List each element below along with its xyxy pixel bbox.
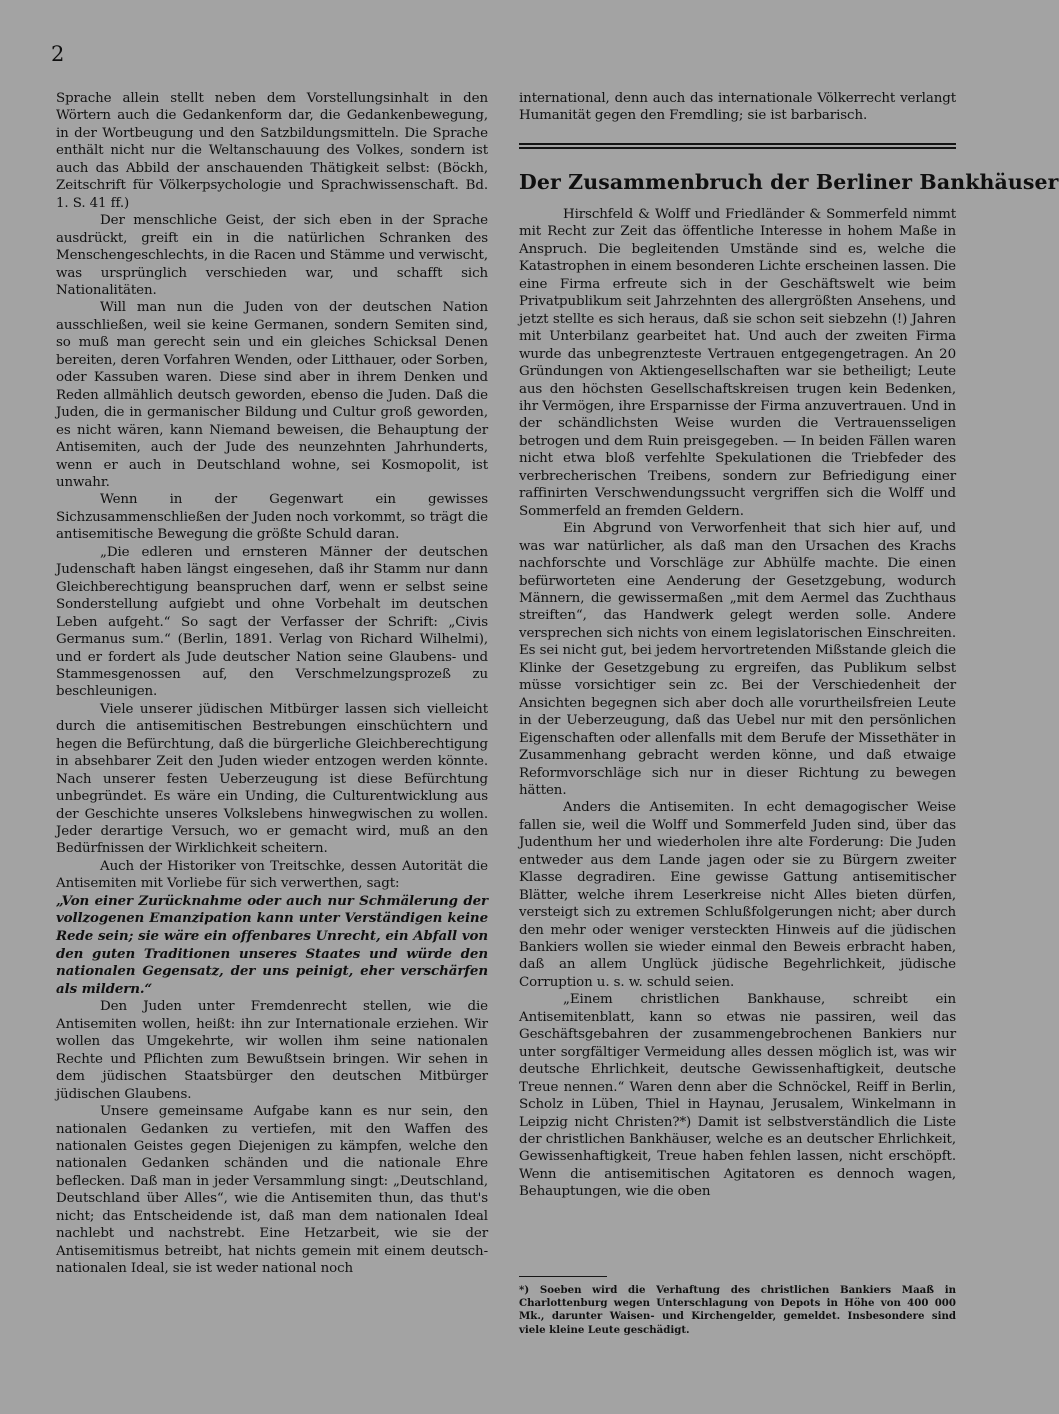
paragraph: „Die edleren und ernsteren Männer der deutschen Judenschaft haben längst eingesehen, daß ihr Stamm nur dann Gleichberechtigung beanspruchen darf, wenn er selbst seine Sonderstellung aufgiebt und ohne Vorbehalt im deutschen Leben aufgeht.“ So sagt der Verfasser der Schrift: „Civis Germanus sum.“ (Berlin, 1891. Verlag von Richard Wilhelmi), und er fordert als Jude deutscher Nation seine Glaubens- und Stammesgenossen auf, den Verschmelzungsprozeß zu beschleunigen. <box>56 544 488 700</box>
paragraph: Unsere gemeinsame Aufgabe kann es nur sein, den nationalen Gedanken zu vertiefen, mit den Waffen des nationalen Geistes gegen Diejenigen zu kämpfen, welche den nationalen Gedanken schänden und die nationale Ehre beflecken. Daß man in jeder Versammlung singt: „Deutschland, Deutschland über Alles“, wie die Antisemiten thun, das thut's nicht; das Entscheidende ist, daß man dem nationalen Ideal nachlebt und nachstrebt. Eine Hetzarbeit, wie sie der Antisemitismus betreibt, hat nichts gemein mit einem deutsch-nationalen Ideal, sie ist weder national noch <box>56 1104 488 1277</box>
paragraph: Auch der Historiker von Treitschke, dessen Autorität die Antisemiten mit Vorliebe für sich verwerthen, sagt: <box>56 858 488 892</box>
section-divider <box>519 143 956 145</box>
paragraph: Wenn in der Gegenwart ein gewisses Sichzusammenschließen der Juden noch vorkommt, so trägt die antisemitische Bewegung die größte Schuld daran. <box>56 492 488 543</box>
paragraph: „Einem christlichen Bankhause, schreibt ein Antisemitenblatt, kann so etwas nie passiren, weil das Geschäftsgebahren der zusammengebrochenen Bankiers nur unter sorgfältiger Vermeidung alles dessen möglich ist, was wir deutsche Ehrlichkeit, deutsche Gewissenhaftigkeit, deutsche Treue nennen.“ Waren denn aber die Schnöckel, Reiff in Berlin, Scholz in Lüben, Thiel in Haynau, Jerusalem, Winkelmann in Leipzig nicht Christen?*) Damit ist selbstverständlich die Liste der christlichen Bankhäuser, welche es an deutscher Ehrlichkeit, Gewissenhaftigkeit, Treue haben fehlen lassen, nicht erschöpft. Wenn die antisemitischen Agitatoren es dennoch wagen, Behauptungen, wie die oben <box>519 992 956 1200</box>
article-headline: Der Zusammenbruch der Berliner Bankhäuser <box>519 170 1059 194</box>
section-divider <box>519 147 956 149</box>
footnote-divider <box>519 1276 607 1277</box>
page-number: 2 <box>51 42 65 66</box>
right-column-article <box>519 206 956 1201</box>
paragraph: Sprache allein stellt neben dem Vorstellungsinhalt in den Wörtern auch die Gedankenform dar, die Gedankenbewegung, in der Wortbeugung und den Satzbildungsmitteln. Die Sprache enthält nicht nur die Weltanschauung des Volkes, sondern ist auch das Abbild der anschauenden Thätigkeit selbst: (Böckh, Zeitschrift für Völkerpsychologie und Sprachwissenschaft. Bd. 1. S. 41 ff.) <box>56 91 488 211</box>
left-column <box>56 90 488 1278</box>
paragraph: Der menschliche Geist, der sich eben in der Sprache ausdrückt, greift ein in die natürlichen Schranken des Menschengeschlechts, in die Racen und Stämme und verwischt, was ursprünglich verschieden war, und schafft sich Nationalitäten. <box>56 213 488 298</box>
paragraph: Den Juden unter Fremdenrecht stellen, wie die Antisemiten wollen, heißt: ihn zur Internationale erziehen. Wir wollen das Umgekehrte, wir wollen ihm seine nationalen Rechte und Pflichten zum Bewußtsein bringen. Wir sehen in dem jüdischen Staatsbürger den deutschen Mitbürger jüdischen Glaubens. <box>56 999 488 1102</box>
footnote: *) Soeben wird die Verhaftung des christlichen Bankiers Maaß in Charlottenburg wegen Unterschlagung von Depots in Höhe von 400 000 Mk., darunter Waisen- und Kirchengelder, gemeldet. Insbesondere sind viele kleine Leute geschädigt. <box>519 1284 956 1336</box>
paragraph: international, denn auch das internationale Völkerrecht verlangt Humanität gegen den Fremdling; sie ist barbarisch. <box>519 91 956 124</box>
paragraph: Anders die Antisemiten. In echt demagogischer Weise fallen sie, weil die Wolff und Sommerfeld Juden sind, über das Judenthum her und wiederholen ihre alte Forderung: Die Juden entweder aus dem Lande jagen oder sie zu Bürgern zweiter Klasse degradiren. Eine gewisse Gattung antisemitischer Blätter, welche ihrem Leserkreise nicht Alles bieten dürfen, versteigt sich zu extremen Schlußfolgerungen nicht; aber durch den mehr oder weniger versteckten Hinweis auf die jüdischen Bankiers wollen sie wieder einmal den Beweis erbracht haben, daß an allem Unglück jüdische Begehrlichkeit, jüdische Corruption u. s. w. schuld seien. <box>519 800 956 990</box>
paragraph: Hirschfeld & Wolff und Friedländer & Sommerfeld nimmt mit Recht zur Zeit das öffentliche Interesse in hohem Maße in Anspruch. Die begleitenden Umstände sind es, welche die Katastrophen in einem besonderen Lichte erscheinen lassen. Die eine Firma erfreute sich in der Geschäftswelt wie beim Privatpublikum seit Jahrzehnten des allergrößten Ansehens, und jetzt stellte es sich heraus, daß sie schon seit siebzehn (!) Jahren mit Unterbilanz gearbeitet hat. Und auch der zweiten Firma wurde das unbegrenzteste Vertrauen entgegengetragen. An 20 Gründungen von Aktiengesellschaften war sie betheiligt; Leute aus den höchsten Gesellschaftskreisen trugen kein Bedenken, ihr Vermögen, ihre Ersparnisse der Firma anzuvertrauen. Und in der schändlichsten Weise wurden die Vertrauensseligen betrogen und dem Ruin preisgegeben. — In beiden Fällen waren nicht etwa bloß verfehlte Spekulationen die Triebfeder des verbrecherischen Treibens, sondern zur Befriedigung einer raffinirten Verschwendungssucht vergriffen sich die Wolff und Sommerfeld an fremden Geldern. <box>519 207 956 519</box>
paragraph: Ein Abgrund von Verworfenheit that sich hier auf, und was war natürlicher, als daß man den Ursachen des Krachs nachforschte und Vorschläge zur Abhülfe machte. Die einen befürworteten eine Aenderung der Gesetzgebung, wodurch Männern, die gewissermaßen „mit dem Aermel das Zuchthaus streiften“, das Handwerk gelegt werden solle. Andere versprechen sich nichts von einem legislatorischen Einschreiten. Es sei nicht gut, bei jedem hervortretenden Mißstande gleich die Klinke der Gesetzgebung zu ergreifen, das Publikum selbst müsse vorsichtiger sein zc. Bei der Verschiedenheit der Ansichten begegnen sich aber doch alle vorurtheilsfreien Leute in der Ueberzeugung, daß das Uebel nur mit den persönlichen Eigenschaften oder allenfalls mit dem Berufe der Missethäter in Zusammenhang gebracht werden könne, und daß etwaige Reformvorschläge sich nur in dieser Richtung zu bewegen hätten. <box>519 521 956 798</box>
paragraph: Will man nun die Juden von der deutschen Nation ausschließen, weil sie keine Germanen, sondern Semiten sind, so muß man gerecht sein und ein gleiches Schicksal Denen bereiten, deren Vorfahren Wenden, oder Litthauer, oder Sorben, oder Kassuben waren. Diese sind aber in ihrem Denken und Reden allmählich deutsch geworden, ebenso die Juden. Daß die Juden, die in germanischer Bildung und Cultur groß geworden, es nicht wären, kann Niemand beweisen, die Behauptung der Antisemiten, auch der Jude des neunzehnten Jahrhunderts, wenn er auch in Deutschland wohne, sei Kosmopolit, ist unwahr. <box>56 300 488 490</box>
paragraph: Viele unserer jüdischen Mitbürger lassen sich vielleicht durch die antisemitischen Bestrebungen einschüchtern und hegen die Befürchtung, daß die bürgerliche Gleichberechtigung in absehbarer Zeit den Juden wieder entzogen werden könnte. Nach unserer festen Ueberzeugung ist diese Befürchtung unbegründet. Es wäre ein Unding, die Culturentwicklung aus der Geschichte unseres Volkslebens hinwegwischen zu wollen. Jeder derartige Versuch, wo er gemacht wird, muß an den Bedürfnissen der Wirklichkeit scheitern. <box>56 701 488 857</box>
treitschke-quote: „Von einer Zurücknahme oder auch nur Schmälerung der vollzogenen Emanzipation kann unter Verständigen keine Rede sein; sie wäre ein offenbares Unrecht, ein Abfall von den guten Traditionen unseres Staates und würde den nationalen Gegensatz, der uns peinigt, eher verschärfen als mildern.“ <box>56 892 488 997</box>
right-column-intro <box>519 90 956 125</box>
